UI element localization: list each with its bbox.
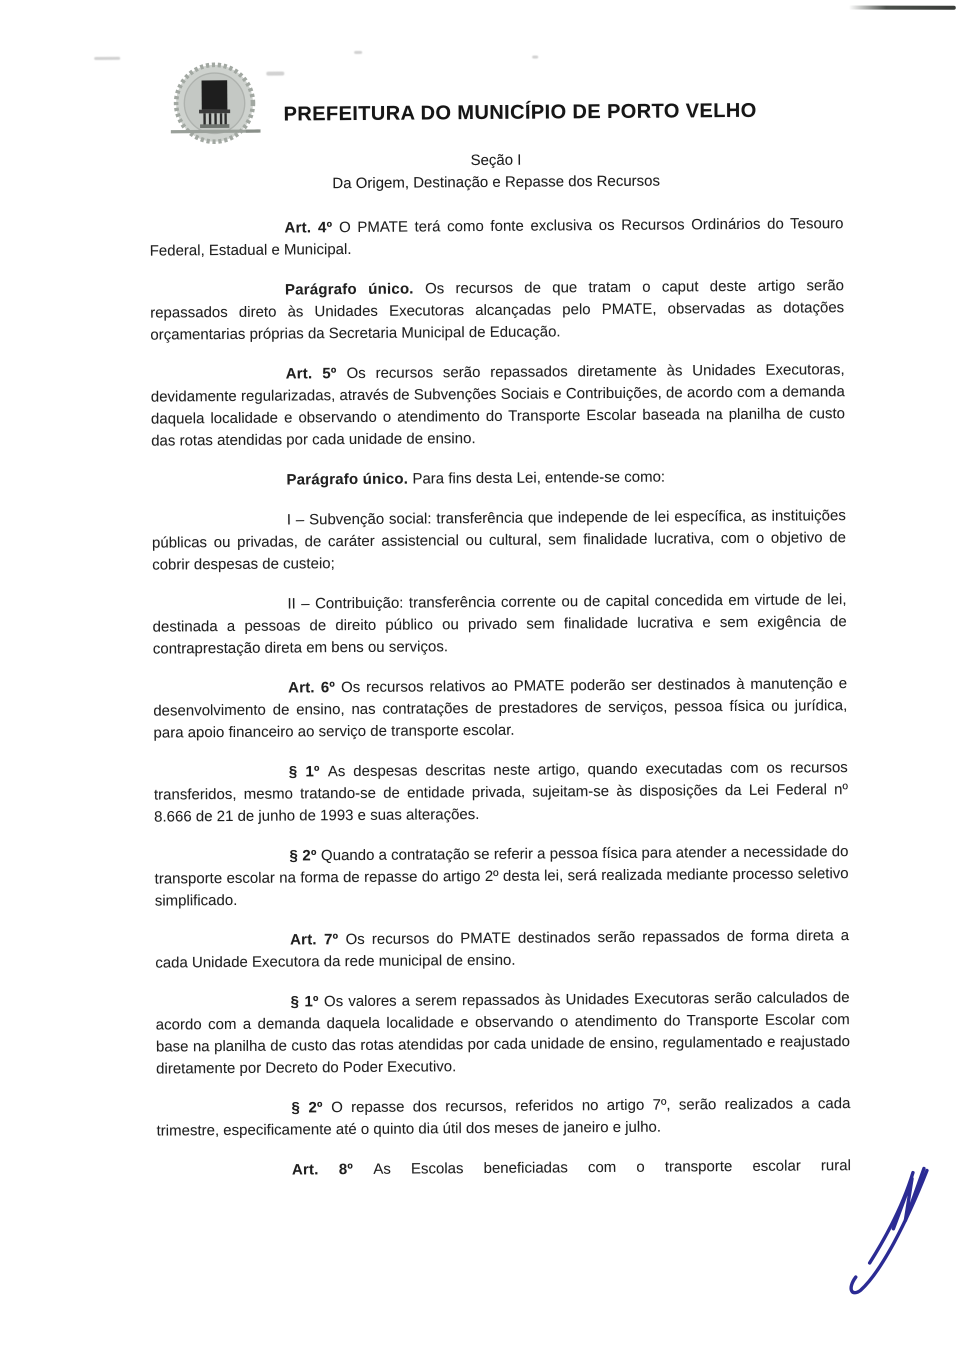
paragraph-lead: § 1º (290, 993, 325, 1011)
paragraph (157, 1155, 851, 1182)
paragraph (152, 589, 846, 660)
scan-streak-artifact (849, 6, 956, 10)
paragraph-text: As despesas descritas neste artigo, quando executadas com os recursos transferidos, mesmo tratando-se de entidade privada, sujeitam-se às disposições da Lei Federal nº 8.666 de 21 de junho de 1993 e suas alterações. (153, 759, 849, 826)
paragraph-text: Para fins desta Lei, entende-se como: (412, 468, 666, 488)
pencil-smudge (94, 57, 120, 60)
paragraph-lead: Art. 7º (290, 931, 346, 949)
paragraph-lead: Art. 4º (284, 219, 340, 237)
paragraph (150, 275, 844, 346)
paragraph-text: Os recursos de que tratam o caput deste artigo serão repassados direto às Unidades Executoras alcançadas pelo PMATE, observadas as dotações orçamentarias próprias da Secretaria Municipal de Educação. (150, 277, 845, 344)
paragraph-lead: Parágrafo único. (284, 280, 426, 299)
document-body (149, 213, 851, 1200)
paragraph-text: I – Subvenção social: transferência que independe de lei específica, as instituições públicas ou privadas, de caráter assistencial ou cultural, sem finalidade lucrativa, com o objetivo de cobrir despesas de custeio; (151, 507, 847, 574)
paragraph (156, 987, 851, 1080)
paragraph (151, 465, 845, 492)
paragraph-text: Os recursos serão repassados diretamente às Unidades Executoras, devidamente regularizadas, através de Subvenções Sociais e Contribuições, de acordo com a demanda daquela localidade e observando o atendimento do Transporte Escolar baseada na planilha de custo das rotas atendidas por cada unidade de ensino. (150, 361, 846, 450)
paragraph (149, 213, 843, 262)
section-heading (149, 147, 843, 196)
paragraph-text: Os recursos do PMATE destinados serão repassados de forma direta a cada Unidade Executora da rede municipal de ensino. (155, 927, 850, 972)
section-title: Seção I (470, 151, 522, 170)
paragraph (154, 757, 848, 828)
pencil-smudge (532, 56, 538, 59)
paragraph (153, 673, 847, 744)
pencil-smudge (266, 72, 284, 76)
paragraph-text: As Escolas beneficiadas com o transporte escolar rural (373, 1157, 851, 1178)
pencil-smudge (354, 51, 362, 54)
handwritten-signature (843, 1152, 948, 1295)
section-subtitle: Da Origem, Destinação e Repasse dos Recursos (332, 172, 661, 193)
paragraph (155, 925, 849, 974)
paragraph-lead: Art. 5º (285, 365, 347, 383)
paragraph-lead: § 2º (289, 847, 322, 865)
paragraph (156, 1093, 850, 1142)
paragraph-text: O PMATE terá como fonte exclusiva os Recursos Ordinários do Tesouro Federal, Estadual e Municipal. (149, 215, 844, 260)
paragraph-text: Quando a contratação se referir a pessoa física para atender a necessidade do transporte escolar na forma de repasse do artigo 2º desta lei, será realizada mediante processo seletivo simplificado. (154, 843, 849, 910)
paragraph-text: II – Contribuição: transferência corrente ou de capital concedida em virtude de lei, destinada a pessoas de direito público ou privado sem finalidade lucrativa e sem exigência de contraprestação direta em bens ou serviços. (152, 591, 847, 658)
paragraph-text: Os recursos relativos ao PMATE poderão ser destinados à manutenção e desenvolvimento de ensino, nas contratações de prestadores de serviços, pessoa física ou jurídica, para apoio financeiro ao serviço de transporte escolar. (153, 675, 848, 742)
paragraph-text: Os valores a serem repassados às Unidades Executoras serão calculados de acordo com a demanda daquela localidade e observando o atendimento do Transporte Escolar com base na planilha de custo das rotas atendidas por cada unidade de ensino, regulamentado e reajustado diretamente por Decreto do Poder Executivo. (155, 989, 850, 1078)
paragraph-lead: Parágrafo único. (286, 470, 413, 489)
paragraph-lead: § 1º (288, 763, 328, 781)
paragraph-lead: Art. 6º (288, 679, 342, 697)
paragraph (151, 359, 846, 452)
paragraph (152, 505, 846, 576)
municipal-seal-icon (168, 62, 261, 149)
paragraph-lead: Art. 8º (291, 1160, 374, 1179)
paragraph-text: O repasse dos recursos, referidos no artigo 7º, serão realizados a cada trimestre, especificamente até o quinto dia útil dos meses de janeiro e julho. (156, 1095, 851, 1140)
paragraph (154, 841, 848, 912)
paragraph-lead: § 2º (291, 1099, 332, 1117)
institution-title: PREFEITURA DO MUNICÍPIO DE PORTO VELHO (283, 99, 757, 126)
